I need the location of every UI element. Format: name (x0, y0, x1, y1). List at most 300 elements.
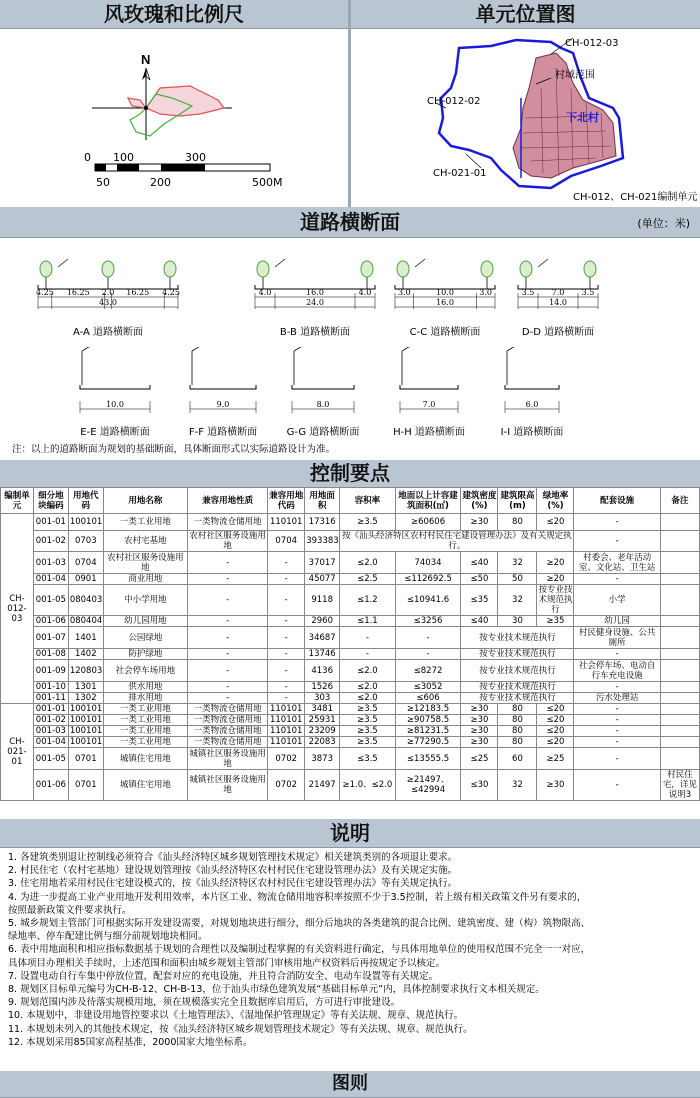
table-cell: - (268, 574, 305, 585)
table-cell: ≥12183.5 (395, 704, 461, 715)
table-row (1, 649, 700, 660)
table-cell: 一类工业用地 (103, 715, 187, 726)
table-cell: 0703 (68, 531, 103, 552)
table-cell: ≥30 (461, 715, 498, 726)
table-cell: ≥3.5 (340, 726, 396, 737)
svg-text:4.0: 4.0 (258, 288, 272, 297)
scale-bar (84, 151, 283, 189)
table-cell: 100101 (69, 715, 103, 725)
table-header-cell: 建筑限高(m) (498, 488, 537, 514)
table-cell: ≥21497、≤42994 (395, 770, 461, 801)
table-cell: ≤2.0 (340, 682, 396, 693)
svg-text:16.25: 16.25 (126, 288, 150, 297)
table-cell: ≤40 (461, 552, 498, 574)
location-map-panel (351, 28, 700, 207)
svg-text:10.0: 10.0 (106, 400, 124, 409)
table-cell: ≥3.5 (340, 715, 396, 726)
note-item: 4. 为进一步提高工业产业用地开发利用效率，本片区工业、物流仓储用地容积率按照不少于3.5控制，若上级有相关政策文件另有要求的， (8, 891, 587, 903)
table-cell (660, 627, 699, 649)
table-cell: 32 (498, 770, 537, 801)
notes-header: 说明 (0, 819, 700, 848)
table-cell: 村民健身设施、公共厕所 (574, 627, 660, 649)
road-section (70, 347, 160, 438)
road-section (28, 247, 188, 338)
wind-rose-header: 风玫瑰和比例尺 (0, 0, 348, 29)
table-header-cell: 地面以上计容建筑面积(㎡) (395, 488, 461, 514)
road-section-label: H-H 道路横断面 (393, 427, 465, 438)
table-cell: 120803 (68, 660, 103, 682)
table-cell (660, 660, 699, 682)
table-cell: 城镇住宅用地 (103, 748, 187, 770)
table-cell: ≤2.0 (340, 552, 396, 574)
table-cell: - (268, 627, 305, 649)
table-cell: 一类物流仓储用地 (188, 737, 268, 748)
table-cell: ≤606 (395, 693, 461, 704)
svg-text:0: 0 (84, 151, 91, 164)
table-cell: ≥30 (461, 514, 498, 531)
table-cell: - (188, 552, 268, 574)
table-cell: 30 (498, 616, 537, 627)
table-cell (660, 693, 699, 704)
table-cell: ≥35 (537, 616, 574, 627)
table-cell: ≤3256 (395, 616, 461, 627)
road-section (508, 247, 608, 338)
table-cell: 001-01 (33, 514, 68, 531)
table-cell: ≥25 (537, 748, 574, 770)
table-cell: 001-08 (33, 649, 68, 660)
note-item: 8. 规划区目标单元编号为CH-B-12、CH-B-13，位于汕头市绿色建筑发展“基础目标单元”内，具体控制要求执行文本相关规定。 (8, 984, 545, 996)
road-section (245, 247, 385, 338)
map-label-xiabei: 下北村 (566, 111, 599, 124)
table-cell: - (395, 649, 461, 660)
svg-text:4.0: 4.0 (358, 288, 372, 297)
wind-rose-panel (0, 28, 348, 207)
svg-text:N: N (141, 52, 151, 67)
table-cell (660, 514, 699, 531)
svg-text:7.0: 7.0 (422, 400, 436, 409)
table-cell: 110101 (268, 514, 305, 531)
table-cell: 001-06 (33, 616, 68, 627)
svg-text:9.0: 9.0 (216, 400, 230, 409)
table-row (1, 552, 700, 574)
table-cell (660, 574, 699, 585)
svg-text:4.25: 4.25 (162, 288, 180, 297)
table-cell: ≥30 (461, 704, 498, 715)
table-cell: 0701 (68, 748, 103, 770)
table-cell: - (188, 585, 268, 616)
table-header-cell: 配套设施 (574, 488, 660, 514)
table-cell: 45077 (305, 574, 340, 585)
table-cell: 防护绿地 (103, 649, 187, 660)
table-cell (660, 737, 699, 748)
table-cell: - (268, 552, 305, 574)
table-cell: 小学 (574, 585, 660, 616)
table-cell (660, 585, 699, 616)
svg-text:16.25: 16.25 (66, 288, 90, 297)
table-cell (660, 715, 699, 726)
table-cell: 社会停车场用地 (103, 660, 187, 682)
road-section-label: C-C 道路横断面 (409, 327, 481, 338)
table-cell: 0704 (268, 531, 305, 552)
table-header-cell: 用地名称 (103, 488, 187, 514)
svg-text:50: 50 (96, 176, 110, 189)
road-unit-label: (单位：米) (637, 217, 690, 230)
table-cell: 2960 (305, 616, 340, 627)
table-cell: ≤10941.6 (395, 585, 461, 616)
road-section-label: G-G 道路横断面 (286, 427, 360, 438)
note-item: 12. 本规划采用85国家高程基准，2000国家大地坐标系。 (8, 1036, 253, 1048)
table-cell: 幼儿园 (574, 616, 660, 627)
svg-text:100: 100 (113, 151, 134, 164)
table-cell: ≥81231.5 (395, 726, 461, 737)
table-cell: 32 (498, 585, 537, 616)
table-cell: 74034 (395, 552, 461, 574)
table-cell: - (574, 737, 660, 748)
table-cell: - (574, 682, 660, 693)
table-cell: 农村宅基地 (103, 531, 187, 552)
table-cell: ≥3.5 (340, 514, 396, 531)
road-section (495, 347, 569, 438)
table-cell: 50 (498, 574, 537, 585)
table-cell: ≤1.2 (340, 585, 396, 616)
table-cell: 80 (498, 726, 537, 737)
table-cell: 22083 (305, 737, 340, 748)
road-section-label: A-A 道路横断面 (72, 327, 144, 338)
table-cell: 城镇社区服务设施用地 (188, 770, 268, 801)
table-cell: 001-10 (33, 682, 68, 693)
table-cell: ≤20 (537, 715, 574, 726)
table-cell: ≤3052 (395, 682, 461, 693)
table-cell: - (574, 715, 660, 726)
table-cell: 303 (305, 693, 340, 704)
table-cell: - (574, 770, 660, 801)
table-cell: 1301 (68, 682, 103, 693)
svg-text:500M: 500M (252, 176, 283, 189)
table-cell: 001-09 (33, 660, 68, 682)
table-cell: 110101 (268, 726, 305, 737)
table-row (1, 726, 700, 737)
table-cell: ≤20 (537, 514, 574, 531)
table-cell: 按专业技术规范执行 (461, 682, 574, 693)
table-cell: ≥77290.5 (395, 737, 461, 748)
svg-text:3.5: 3.5 (521, 288, 535, 297)
road-section-label: D-D 道路横断面 (521, 327, 595, 338)
table-cell: 110101 (268, 715, 305, 726)
table-row (1, 531, 700, 552)
table-header-cell: 编制单元 (1, 488, 34, 514)
table-cell: 13746 (305, 649, 340, 660)
table-cell: 3873 (305, 748, 340, 770)
table-cell: 001-01 (33, 704, 68, 715)
table-cell: 0702 (268, 770, 305, 801)
svg-text:7.0: 7.0 (551, 288, 565, 297)
road-sections-area (0, 237, 700, 457)
table-cell: 001-03 (33, 726, 68, 737)
table-cell: 农村社区服务设施用地 (189, 531, 266, 551)
table-cell: 17316 (305, 514, 340, 531)
table-cell (660, 649, 699, 660)
wind-rose-graphic (0, 28, 348, 207)
table-cell: - (574, 531, 660, 552)
note-item: 6. 表中用地面积和相应指标数据基于规划的合理性以及编制过程掌握的有关资料进行确定，与具体用地单位的使用权范围不完全一一对应， (8, 944, 591, 956)
table-cell: 100101 (69, 737, 103, 747)
map-label-ch01203: CH-012-03 (565, 38, 619, 49)
road-section (180, 347, 266, 438)
location-map-graphic (351, 28, 700, 207)
table-cell: 排水用地 (103, 693, 187, 704)
table-cell: 100101 (69, 704, 103, 714)
table-cell: 80 (498, 715, 537, 726)
table-cell: 25931 (305, 715, 340, 726)
map-caption: CH-012、CH-021编制单元 (573, 192, 698, 203)
note-item: 2. 村民住宅（农村宅基地）建设规划管理按《汕头经济特区农村村民住宅建设管理办法》及有关规定实施。 (8, 865, 458, 877)
table-cell: - (574, 726, 660, 737)
table-cell: 80 (498, 737, 537, 748)
table-cell: 21497 (305, 770, 340, 801)
table-cell: - (574, 514, 660, 531)
table-header-cell: 建筑密度(%) (461, 488, 498, 514)
table-cell: 一类物流仓储用地 (188, 514, 268, 531)
note-item: 1. 各建筑类别退让控制线必须符合《汕头经济特区城乡规划管理技术规定》相关建筑类别的各项退让要求。 (8, 852, 458, 863)
table-cell: 110101 (268, 704, 305, 715)
table-cell: 一类工业用地 (103, 737, 187, 748)
note-item: 按照最新政策文件要求执行。 (8, 904, 132, 916)
svg-text:14.0: 14.0 (549, 298, 567, 307)
table-cell: - (395, 627, 461, 649)
road-section (282, 347, 364, 438)
control-header: 控制要点 (0, 460, 700, 488)
svg-text:10.0: 10.0 (436, 288, 454, 297)
table-cell: ≤20 (537, 704, 574, 715)
table-cell: 按专业技术规范执行 (461, 627, 574, 649)
table-cell: 001-03 (33, 552, 68, 574)
table-row (1, 704, 700, 715)
table-cell: ≥60606 (395, 514, 461, 531)
table-row (1, 693, 700, 704)
table-row (1, 682, 700, 693)
road-section-header: 道路横断面 (0, 207, 700, 238)
table-row (1, 514, 700, 531)
table-cell: ≤50 (461, 574, 498, 585)
svg-text:200: 200 (150, 176, 171, 189)
svg-text:2.0: 2.0 (101, 288, 115, 297)
table-cell: 一类工业用地 (103, 514, 187, 531)
table-cell: 34687 (305, 627, 340, 649)
table-cell: 9118 (305, 585, 340, 616)
table-cell: - (188, 574, 268, 585)
table-cell: CH-012-03 (1, 514, 34, 704)
table-cell: - (268, 585, 305, 616)
table-cell (660, 704, 699, 715)
note-item: 10. 本规划中，非建设用地管控要求以《土地管理法》、《湿地保护管理规定》等有关法规、规章、规范执行。 (8, 1010, 464, 1022)
table-cell: 城镇社区服务设施用地 (189, 748, 266, 769)
table-cell: 商业用地 (103, 574, 187, 585)
road-section-label: I-I 道路横断面 (500, 427, 564, 438)
table-row (1, 660, 700, 682)
table-cell: 村委会、老年活动室、文化站、卫生站 (574, 552, 660, 574)
table-cell: 供水用地 (103, 682, 187, 693)
road-section (385, 247, 505, 338)
table-cell: 001-05 (33, 748, 68, 770)
table-cell: 100101 (68, 514, 103, 531)
table-cell: 001-04 (33, 737, 68, 748)
table-cell: 0702 (268, 748, 305, 770)
table-cell: 100101 (69, 726, 103, 736)
table-header-cell: 容积率 (340, 488, 396, 514)
table-cell: 23209 (305, 726, 340, 737)
table-cell (660, 616, 699, 627)
table-cell: 393383 (305, 531, 340, 552)
table-row (1, 574, 700, 585)
table-cell: ≥1.0、≤2.0 (340, 770, 396, 801)
table-row (1, 715, 700, 726)
table-cell: ≤20 (537, 737, 574, 748)
table-cell: 污水处理站 (574, 693, 660, 704)
table-cell: 0704 (68, 552, 103, 574)
table-cell: 一类物流仓储用地 (188, 715, 268, 726)
table-cell: ≤2.5 (340, 574, 396, 585)
table-cell: 32 (498, 552, 537, 574)
table-cell: - (574, 649, 660, 660)
table-cell: - (268, 682, 305, 693)
table-cell: ≤2.0 (340, 693, 396, 704)
table-cell: - (188, 649, 268, 660)
table-cell: - (574, 574, 660, 585)
table-cell: - (268, 660, 305, 682)
table-cell (660, 552, 699, 574)
table-header-cell: 用地代码 (68, 488, 103, 514)
table-row (1, 616, 700, 627)
table-cell: 中小学用地 (103, 585, 187, 616)
table-cell: 80 (498, 514, 537, 531)
table-cell: - (268, 693, 305, 704)
table-cell: ≥20 (537, 574, 574, 585)
table-header-cell: 用地面积 (305, 488, 340, 514)
table-cell: ≥90758.5 (395, 715, 461, 726)
table-cell: 60 (498, 748, 537, 770)
table-cell: - (188, 660, 268, 682)
table-header-cell: 细分地块编码 (33, 488, 68, 514)
table-cell: 按专业技术规范执行 (461, 660, 574, 682)
map-label-village: 村域范围 (555, 70, 595, 81)
note-item: 11. 本规划未列入的其他技术规定，按《汕头经济特区城乡规划管理技术规定》等有关法规、规章、规范执行。 (8, 1023, 473, 1035)
table-cell: - (268, 616, 305, 627)
road-section-label: B-B 道路横断面 (279, 327, 351, 338)
notes-list (8, 851, 696, 1049)
table-cell: 1401 (68, 627, 103, 649)
table-cell: 80 (498, 704, 537, 715)
table-header-cell: 兼容用地代码 (268, 488, 305, 514)
table-row (1, 585, 700, 616)
table-cell: 0901 (68, 574, 103, 585)
svg-text:43.0: 43.0 (99, 298, 117, 307)
table-cell: - (188, 616, 268, 627)
svg-text:16.0: 16.0 (436, 298, 454, 307)
note-item: 9. 规划范围内涉及待落实规模用地，须在规模落实完全且数据库启用后，方可进行审批建设。 (8, 997, 401, 1009)
table-cell: ≥3.5 (340, 704, 396, 715)
table-cell: - (340, 627, 396, 649)
table-cell: 按专业技术规范执行 (461, 649, 574, 660)
table-row (1, 770, 700, 801)
table-cell (660, 682, 699, 693)
table-cell: ≥30 (537, 770, 574, 801)
table-cell: ≤1.1 (340, 616, 396, 627)
table-cell: 一类物流仓储用地 (188, 726, 268, 737)
svg-text:300: 300 (185, 151, 206, 164)
table-cell: CH-021-01 (1, 704, 34, 801)
table-cell: 一类工业用地 (103, 704, 187, 715)
note-item: 7. 设置电动自行车集中停放位置，配套对应的充电设施，并且符合消防安全、电动车设置等有关规定。 (8, 970, 439, 982)
note-item: 具体项目办理相关手续时，上述范围和面积由城乡规划主管部门审核用地产权资料后再按规定予以核定。 (8, 957, 446, 969)
table-cell: ≤20 (537, 726, 574, 737)
table-cell: 080404 (69, 616, 103, 626)
table-cell: ≤30 (461, 770, 498, 801)
table-cell: ≤2.0 (340, 660, 396, 682)
road-section-label: E-E 道路横断面 (80, 427, 150, 438)
table-cell: - (574, 704, 660, 715)
table-cell: ≤40 (461, 616, 498, 627)
table-cell: 001-07 (33, 627, 68, 649)
table-cell: - (574, 748, 660, 770)
table-cell: 公园绿地 (103, 627, 187, 649)
table-cell: 080403 (68, 585, 103, 616)
table-cell: 001-06 (33, 770, 68, 801)
table-cell: 001-11 (33, 693, 68, 704)
table-cell: - (188, 682, 268, 693)
table-cell: 001-05 (33, 585, 68, 616)
svg-text:3.0: 3.0 (479, 288, 492, 297)
table-cell: 按专业技术规范执行 (538, 585, 573, 615)
table-cell: ≤3.5 (340, 748, 396, 770)
table-cell: 001-02 (33, 531, 68, 552)
table-cell: 按《汕头经济特区农村村民住宅建设管理办法》及有关规定执行。 (340, 531, 574, 552)
table-row (1, 627, 700, 649)
table-cell: 农村社区服务设施用地 (103, 552, 187, 574)
table-cell: 一类工业用地 (103, 726, 187, 737)
table-cell: ≥30 (461, 737, 498, 748)
table-cell: 幼儿园用地 (103, 616, 187, 627)
table-cell: - (188, 627, 268, 649)
table-cell: 37017 (305, 552, 340, 574)
map-label-ch01202: CH-012-02 (427, 96, 481, 107)
table-cell: ≤13555.5 (395, 748, 461, 770)
note-item: 绿地率、停车配建比例与细分前规划地块相同。 (8, 931, 208, 943)
table-cell: 4136 (305, 660, 340, 682)
table-cell (660, 531, 699, 552)
table-cell: ≤8272 (395, 660, 461, 682)
table-cell: 110101 (268, 737, 305, 748)
note-item: 3. 住宅用地若采用村民住宅建设模式的，按《汕头经济特区农村村民住宅建设管理办法》等有关规定执行。 (8, 878, 458, 890)
table-cell: 一类物流仓储用地 (188, 704, 268, 715)
table-cell: 按专业技术规范执行 (461, 693, 574, 704)
table-row (1, 737, 700, 748)
svg-text:3.5: 3.5 (581, 288, 595, 297)
svg-text:16.0: 16.0 (306, 288, 324, 297)
table-cell: ≤25 (461, 748, 498, 770)
table-cell: 1526 (305, 682, 340, 693)
road-section-label: F-F 道路横断面 (188, 427, 258, 438)
table-header-cell: 兼容用地性质 (188, 488, 268, 514)
table-cell: 1402 (68, 649, 103, 660)
road-section (390, 347, 468, 438)
table-cell: ≤112692.5 (395, 574, 461, 585)
table-cell: - (188, 693, 268, 704)
table-cell (660, 748, 699, 770)
table-cell: ≥30 (461, 726, 498, 737)
map-label-ch02101: CH-021-01 (433, 168, 487, 179)
road-note: 注：以上的道路断面为规划的基础断面，具体断面形式以实际道路设计为准。 (12, 444, 336, 455)
table-cell: 社会停车场、电动自行车充电设施 (574, 660, 660, 682)
